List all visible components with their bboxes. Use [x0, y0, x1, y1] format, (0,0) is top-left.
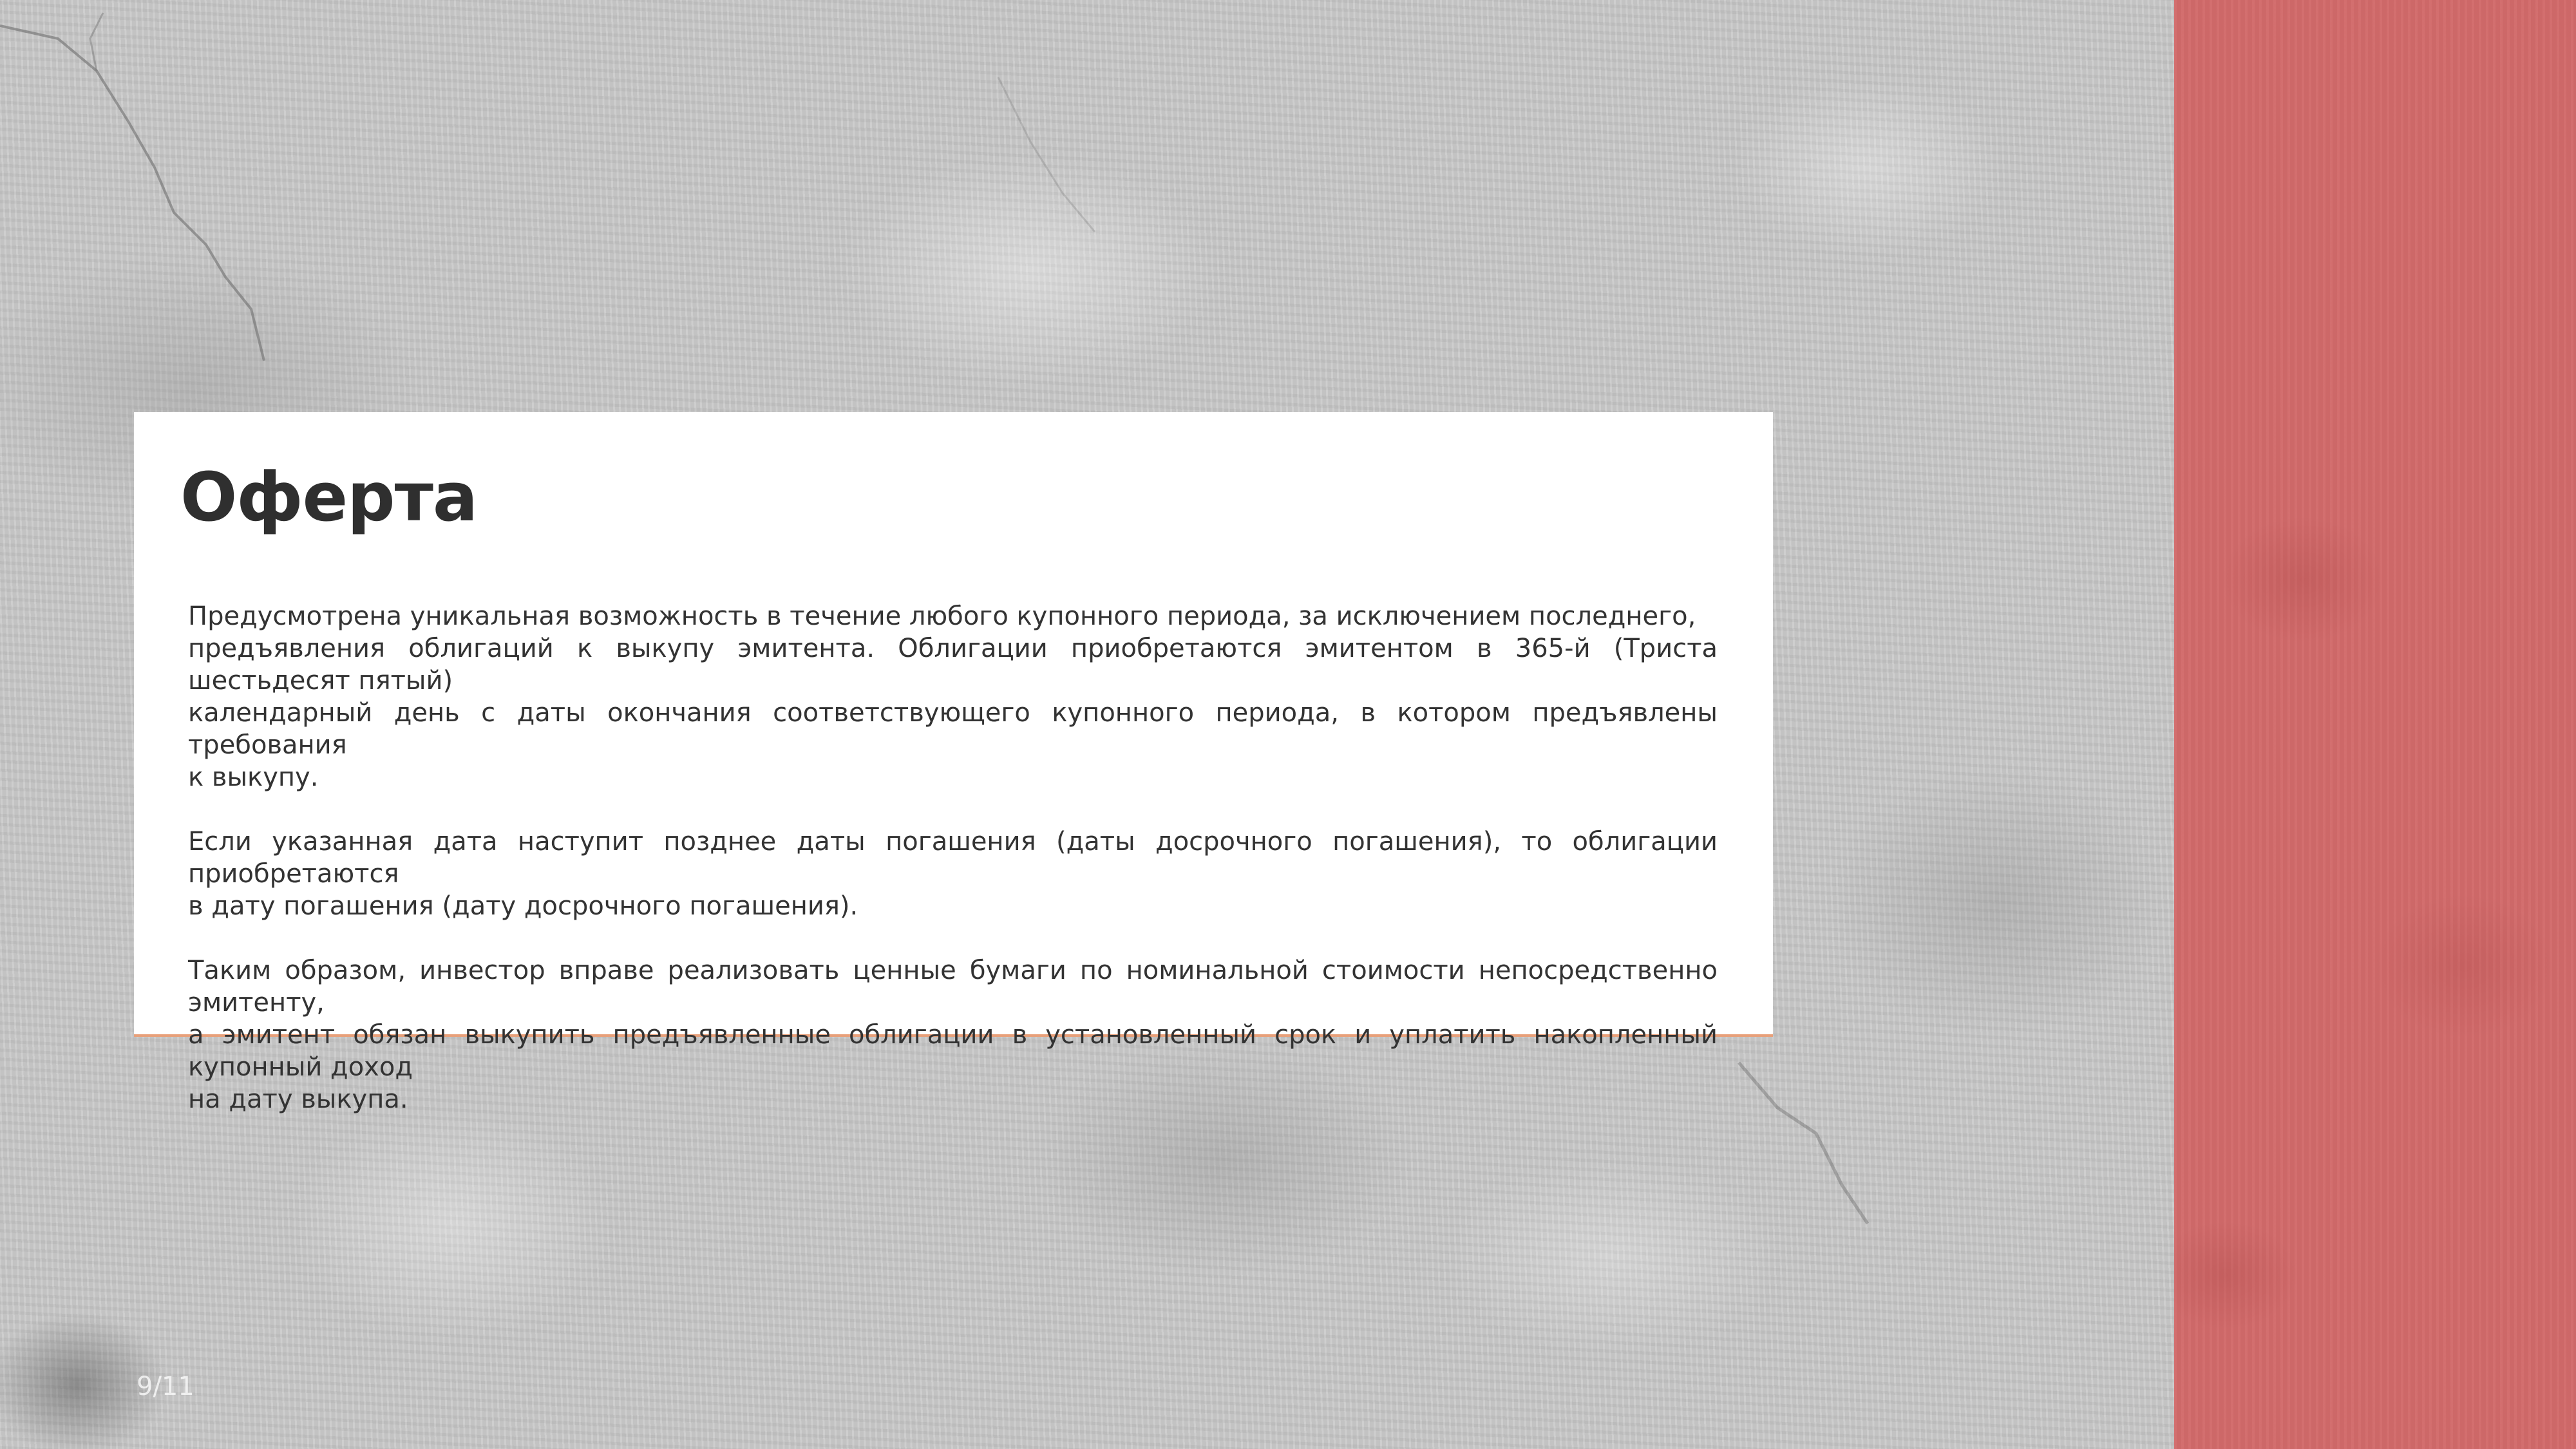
text-line: предъявления облигаций к выкупу эмитента. Облигации приобретаются эмитентом в 365-й (Триста шестьдесят пятый) — [188, 634, 1718, 696]
text-line: Если указанная дата наступит позднее даты погашения (даты досрочного погашения), то облигации приобретаются — [188, 827, 1718, 889]
slide-title: Оферта — [180, 458, 478, 536]
text-line: календарный день с даты окончания соответствующего купонного периода, в котором предъявлены требования — [188, 698, 1718, 760]
text-line: в дату погашения (дату досрочного погашения). — [188, 891, 858, 921]
text-line: на дату выкупа. — [188, 1084, 408, 1114]
text-line: Таким образом, инвестор вправе реализовать ценные бумаги по номинальной стоимости непосредственно эмитенту, — [188, 956, 1718, 1018]
text-line: а эмитент обязан выкупить предъявленные облигации в установленный срок и уплатить накопленный купонный доход — [188, 1020, 1718, 1082]
text-line: Предусмотрена уникальная возможность в течение любого купонного периода, за исключением последнего, — [188, 601, 1696, 631]
page-number: 9/11 — [137, 1372, 194, 1401]
content-card — [134, 412, 1773, 1114]
text-line: к выкупу. — [188, 762, 319, 792]
paragraph-offer-terms — [188, 600, 1718, 793]
paragraph-maturity-date — [188, 826, 1718, 922]
side-accent-panel — [2174, 0, 2576, 1449]
paragraph-investor-rights — [188, 954, 1718, 1115]
slide-body — [188, 600, 1718, 1115]
